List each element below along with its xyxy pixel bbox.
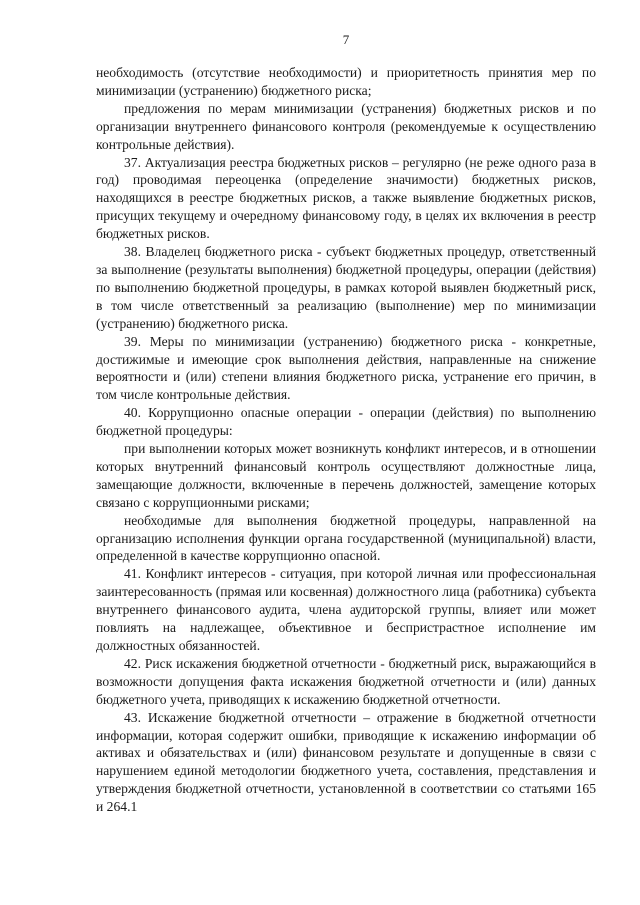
- document-page: [96, 0, 596, 905]
- paragraph: предложения по мерам минимизации (устранения) бюджетных рисков и по организации внутреннего финансового контроля (рекомендуемые к осуществлению контрольные действия).: [96, 100, 596, 152]
- paragraph: 41. Конфликт интересов - ситуация, при которой личная или профессиональная заинтересованность (прямая или косвенная) должностного лица (работника) субъекта внутреннего финансового аудита, члена аудиторской группы, влияет или может повлиять на надлежащее, объективное и беспристрастное исполнение им должностных обязанностей.: [96, 566, 596, 653]
- paragraph: 37. Актуализация реестра бюджетных рисков – регулярно (не реже одного раза в год) проводимая переоценка (определение значимости) бюджетных рисков, находящихся в реестре бюджетных рисков, а также выявление бюджетных рисков, присущих текущему и очередному финансовому году, в целях их включения в реестр бюджетных рисков.: [96, 154, 596, 242]
- paragraph: 43. Искажение бюджетной отчетности – отражение в бюджетной отчетности информации, которая содержит ошибки, приводящие к искажению информации об активах и обязательствах и (или) финансовом результате и допущенные в связи с нарушением единой методологии бюджетного учета, составления, представления и утверждения бюджетной отчетности, установленной в соответствии со статьями 165 и 264.1: [96, 709, 596, 815]
- paragraph: 42. Риск искажения бюджетной отчетности - бюджетный риск, выражающийся в возможности допущения факта искажения бюджетной отчетности и (или) данных бюджетного учета, приводящих к искажению бюджетной отчетности.: [96, 655, 596, 707]
- paragraph: 38. Владелец бюджетного риска - субъект бюджетных процедур, ответственный за выполнение (результаты выполнения) бюджетной процедуры, операции (действия) по выполнению бюджетной процедуры, в рамках которой выявлен бюджетный риск, в том числе ответственный за реализацию (выполнение) мер по минимизации (устранению) бюджетного риска.: [96, 244, 596, 331]
- paragraph: 39. Меры по минимизации (устранению) бюджетного риска - конкретные, достижимые и имеющие срок выполнения действия, направленные на снижение вероятности и (или) степени влияния бюджетного риска, устранение его причин, в том числе контрольные действия.: [96, 333, 596, 403]
- page-number: 7: [342, 32, 350, 47]
- paragraph: необходимость (отсутствие необходимости) и приоритетность принятия мер по минимизации (устранению) бюджетного риска;: [96, 65, 596, 98]
- body-text: [96, 64, 596, 816]
- paragraph: 40. Коррупционно опасные операции - операции (действия) по выполнению бюджетной процедуры:: [96, 405, 596, 439]
- paragraph: необходимые для выполнения бюджетной процедуры, направленной на организацию исполнения функции органа государственной (муниципальной) власти, определенной в качестве коррупционно опасной.: [96, 512, 596, 564]
- paragraph: при выполнении которых может возникнуть конфликт интересов, и в отношении которых внутренний финансовый контроль осуществляют должностные лица, замещающие должности, включенные в перечень должностей, замещение которых связано с коррупционными рисками;: [96, 441, 596, 510]
